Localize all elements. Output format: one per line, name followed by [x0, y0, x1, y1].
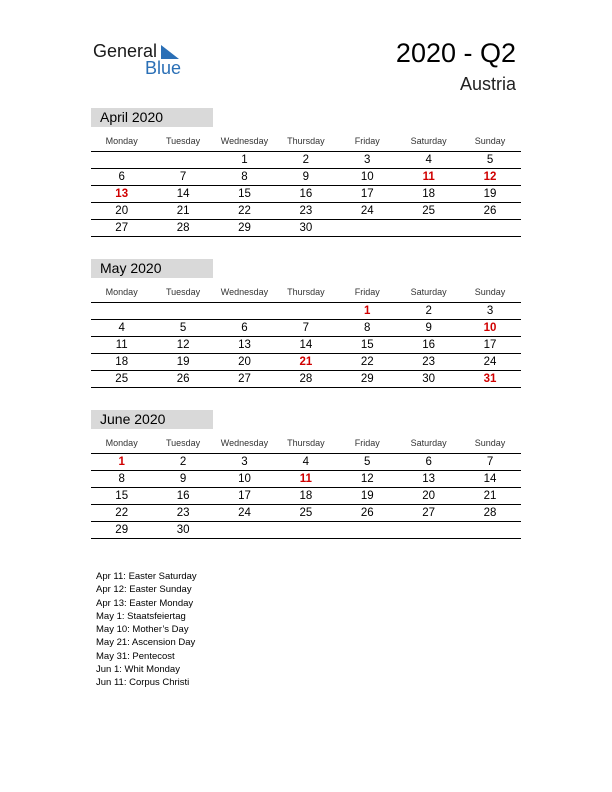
date-cell: 18: [299, 490, 313, 502]
weekday-label: Wednesday: [220, 438, 269, 448]
month-title: April 2020: [91, 108, 213, 127]
date-cell: 16: [176, 490, 190, 502]
date-cell: [337, 220, 398, 236]
week-row: [91, 186, 521, 203]
date-cell: 18: [422, 188, 436, 200]
holiday-date-cell: 1: [364, 305, 371, 317]
date-cell: 9: [302, 171, 310, 183]
date-cell: 23: [176, 507, 190, 519]
week-row: [91, 220, 521, 237]
holiday-date-cell: 13: [115, 188, 129, 200]
holiday-item: May 1: Staatsfeiertag: [96, 610, 186, 622]
date-cell: 26: [360, 507, 374, 519]
date-cell: 12: [176, 339, 190, 351]
holiday-date-cell: 11: [299, 473, 312, 485]
date-cell: 5: [486, 154, 494, 166]
date-cell: 25: [299, 507, 313, 519]
date-cell: 2: [179, 456, 187, 468]
weekday-label: Thursday: [287, 287, 325, 297]
date-cell: 17: [360, 188, 374, 200]
date-cell: 26: [176, 373, 190, 385]
date-cell: 23: [299, 205, 313, 217]
date-cell: [91, 303, 152, 319]
date-cell: 24: [360, 205, 374, 217]
date-cell: 14: [176, 188, 190, 200]
holiday-date-cell: 31: [483, 373, 497, 385]
date-cell: 5: [364, 456, 371, 468]
logo-text-blue: Blue: [145, 58, 182, 78]
weekday-label: Friday: [354, 136, 380, 146]
week-row: [91, 371, 521, 388]
holiday-date-cell: 1: [118, 456, 125, 468]
date-cell: 8: [364, 322, 371, 334]
holiday-date-cell: 21: [299, 356, 313, 368]
date-cell: 30: [422, 373, 436, 385]
date-cell: 8: [118, 473, 125, 485]
date-cell: 7: [179, 171, 187, 183]
date-cell: 6: [118, 171, 125, 183]
date-cell: 20: [115, 205, 129, 217]
date-cell: 20: [238, 356, 251, 368]
date-cell: 24: [483, 356, 497, 368]
holiday-item: May 31: Pentecost: [96, 650, 175, 662]
holiday-item: Apr 11: Easter Saturday: [96, 571, 197, 582]
month-block-may: [91, 259, 521, 388]
date-cell: 7: [486, 456, 494, 468]
holiday-item: Apr 13: Easter Monday: [96, 597, 194, 609]
date-cell: 26: [483, 205, 497, 217]
month-title: June 2020: [91, 410, 213, 429]
date-cell: 5: [179, 322, 187, 334]
date-cell: 11: [115, 339, 128, 351]
weekday-label: Friday: [354, 287, 380, 297]
month-block-april: [91, 108, 521, 237]
date-cell: 22: [115, 507, 129, 519]
date-cell: [337, 522, 398, 538]
week-row: [91, 505, 521, 522]
date-cell: 19: [176, 356, 190, 368]
date-cell: 8: [241, 171, 248, 183]
weekday-label: Wednesday: [220, 136, 269, 146]
weekday-label: Tuesday: [165, 136, 201, 146]
holiday-date-cell: 10: [483, 322, 497, 334]
week-row: [91, 303, 521, 320]
date-cell: [275, 303, 336, 319]
date-cell: 14: [483, 473, 497, 485]
date-cell: 23: [422, 356, 436, 368]
date-cell: 21: [483, 490, 497, 502]
date-cell: 19: [483, 188, 497, 200]
date-cell: 20: [422, 490, 436, 502]
weekday-label: Monday: [105, 438, 138, 448]
date-cell: 22: [238, 205, 251, 217]
date-cell: 15: [360, 339, 374, 351]
generalblue-logo: [93, 41, 193, 81]
week-row: [91, 152, 521, 169]
date-cell: [459, 220, 520, 236]
weekday-header-row: [91, 131, 521, 152]
date-cell: [152, 152, 213, 168]
date-cell: 6: [425, 456, 432, 468]
weekday-label: Tuesday: [165, 287, 201, 297]
date-cell: [152, 303, 213, 319]
date-cell: 27: [115, 222, 129, 234]
holiday-item: Jun 1: Whit Monday: [96, 664, 180, 676]
date-cell: 29: [115, 524, 129, 536]
date-cell: 6: [241, 322, 248, 334]
week-row: [91, 354, 521, 371]
date-cell: 13: [422, 473, 436, 485]
date-cell: 17: [483, 339, 497, 351]
date-cell: 4: [302, 456, 310, 468]
weekday-label: Sunday: [474, 287, 506, 297]
weekday-label: Saturday: [410, 438, 447, 448]
date-cell: 9: [425, 322, 432, 334]
weekday-label: Sunday: [474, 136, 506, 146]
date-cell: 16: [422, 339, 436, 351]
holiday-date-cell: 11: [422, 171, 435, 183]
weekday-label: Thursday: [287, 136, 325, 146]
weekday-label: Monday: [105, 287, 138, 297]
date-cell: 22: [360, 356, 374, 368]
date-cell: [91, 152, 152, 168]
week-row: [91, 320, 521, 337]
date-cell: 18: [115, 356, 129, 368]
weekday-label: Thursday: [287, 438, 325, 448]
logo-text-general: General: [93, 41, 158, 61]
date-cell: [398, 220, 459, 236]
holiday-date-cell: 12: [483, 171, 497, 183]
date-cell: 17: [238, 490, 251, 502]
date-cell: 2: [302, 154, 310, 166]
date-cell: 3: [364, 154, 371, 166]
date-cell: 3: [241, 456, 248, 468]
date-cell: 28: [299, 373, 313, 385]
weekday-label: Monday: [105, 136, 138, 146]
holiday-item: May 21: Ascension Day: [96, 637, 196, 649]
date-cell: 13: [238, 339, 251, 351]
date-cell: 30: [299, 222, 313, 234]
date-cell: 14: [299, 339, 313, 351]
month-title: May 2020: [91, 259, 213, 278]
date-cell: 1: [241, 154, 248, 166]
date-cell: [275, 522, 336, 538]
date-cell: 3: [486, 305, 494, 317]
date-cell: 4: [118, 322, 125, 334]
date-cell: [398, 522, 459, 538]
date-cell: 10: [238, 473, 251, 485]
date-cell: 19: [360, 490, 374, 502]
week-row: [91, 488, 521, 505]
holiday-item: Jun 11: Corpus Christi: [96, 677, 190, 689]
weekday-label: Tuesday: [165, 438, 201, 448]
date-cell: 25: [115, 373, 129, 385]
date-cell: 2: [425, 305, 432, 317]
date-cell: 15: [115, 490, 129, 502]
date-cell: 28: [483, 507, 497, 519]
date-cell: 29: [360, 373, 374, 385]
date-cell: 27: [422, 507, 436, 519]
date-cell: 24: [238, 507, 251, 519]
date-cell: 29: [238, 222, 251, 234]
week-row: [91, 169, 521, 186]
week-row: [91, 454, 521, 471]
weekday-header-row: [91, 282, 521, 303]
holiday-item: May 10: Mother’s Day: [96, 624, 189, 636]
week-row: [91, 522, 521, 539]
week-row: [91, 203, 521, 220]
week-row: [91, 471, 521, 488]
week-row: [91, 337, 521, 354]
country-name: Austria: [459, 74, 516, 94]
weekday-label: Saturday: [410, 136, 447, 146]
date-cell: 12: [360, 473, 374, 485]
date-cell: 7: [302, 322, 310, 334]
date-cell: 28: [176, 222, 190, 234]
date-cell: 16: [299, 188, 313, 200]
date-cell: [459, 522, 520, 538]
weekday-label: Friday: [354, 438, 380, 448]
date-cell: 30: [176, 524, 190, 536]
weekday-label: Sunday: [474, 438, 506, 448]
month-block-june: [91, 410, 521, 539]
holiday-item: Apr 12: Easter Sunday: [96, 584, 192, 596]
date-cell: 10: [360, 171, 374, 183]
holiday-list: [96, 570, 197, 690]
date-cell: 21: [176, 205, 190, 217]
date-cell: 25: [422, 205, 436, 217]
date-cell: 9: [179, 473, 187, 485]
weekday-label: Saturday: [410, 287, 447, 297]
weekday-label: Wednesday: [220, 287, 269, 297]
page-title: 2020 - Q2: [395, 38, 516, 68]
date-cell: 27: [238, 373, 251, 385]
date-cell: 4: [425, 154, 432, 166]
date-cell: [214, 303, 275, 319]
weekday-header-row: [91, 433, 521, 454]
date-cell: [214, 522, 275, 538]
date-cell: 15: [238, 188, 251, 200]
